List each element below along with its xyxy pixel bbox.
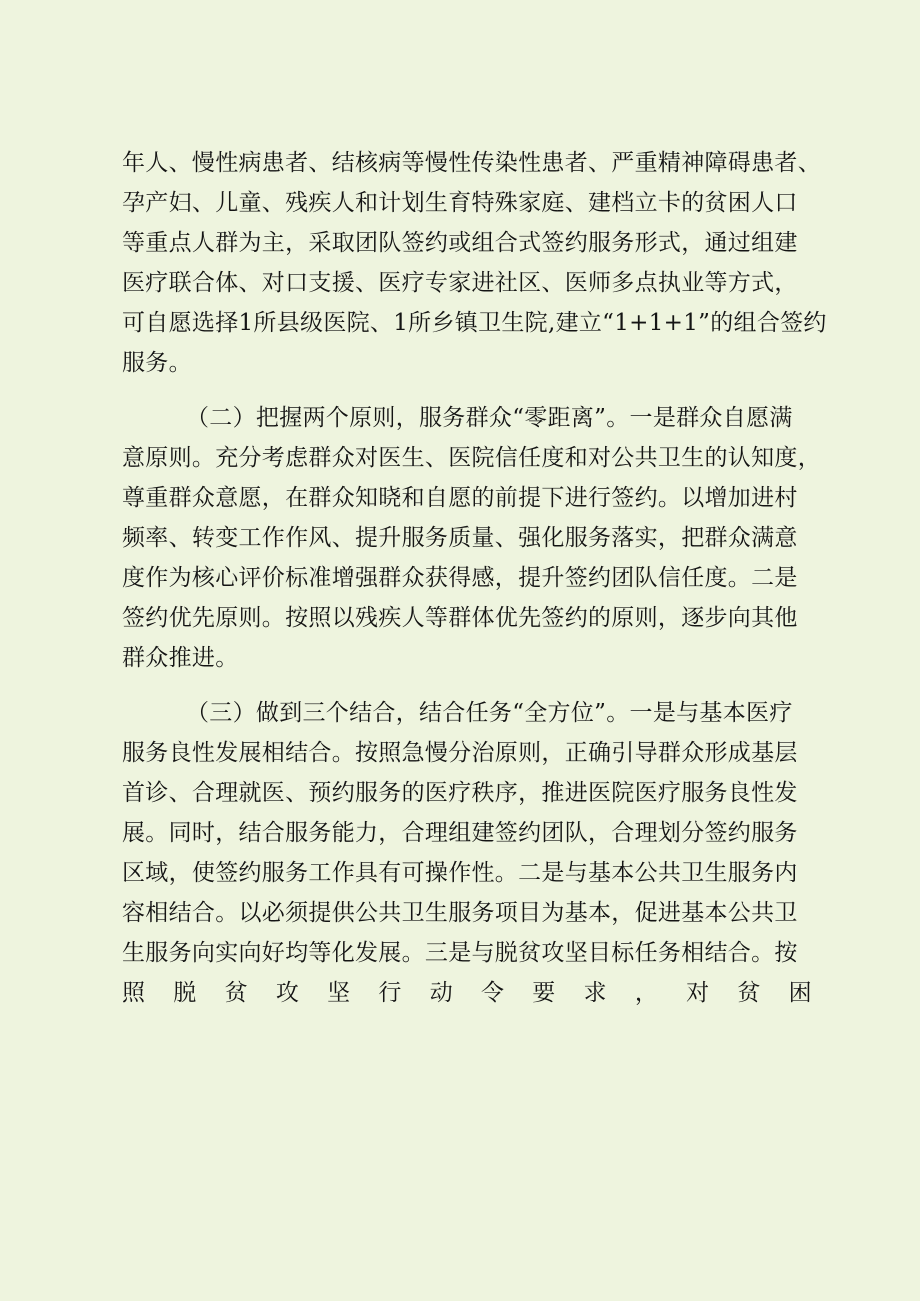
paragraph-line: 区域，使签约服务工作具有可操作性。二是与基本公共卫生服务内 <box>122 860 798 886</box>
char: 求 <box>583 980 607 1006</box>
justified-last-line <box>122 973 812 1013</box>
paragraph-line: 首诊、合理就医、预约服务的医疗秩序，推进医院医疗服务良性发 <box>122 780 798 806</box>
char: 困 <box>788 980 812 1006</box>
paragraph-line: 度作为核心评价标准增强群众获得感，提升签约团队信任度。二是 <box>122 565 798 591</box>
char: 令 <box>480 980 505 1006</box>
paragraph-line: 年人、慢性病患者、结核病等慢性传染性患者、严重精神障碍患者、 <box>122 150 821 176</box>
char: 动 <box>429 980 453 1006</box>
paragraph-line: 展。同时，结合服务能力，合理组建签约团队，合理划分签约服务 <box>122 820 798 846</box>
paragraph-line: 可自愿选择1所县级医院、1所乡镇卫生院,建立“1+1+1”的组合签约 <box>122 310 827 336</box>
paragraph-line: 生服务向实向好均等化发展。三是与脱贫攻坚目标任务相结合。按 <box>122 940 798 966</box>
paragraph-line: （二）把握两个原则，服务群众“零距离”。一是群众自愿满 <box>186 405 793 431</box>
paragraph-line: 等重点人群为主，采取团队签约或组合式签约服务形式，通过组建 <box>122 230 798 256</box>
char: 对 <box>686 980 710 1006</box>
paragraph-line: 频率、转变工作作风、提升服务质量、强化服务落实，把群众满意 <box>122 525 798 551</box>
paragraph-line: 孕产妇、儿童、残疾人和计划生育特殊家庭、建档立卡的贫困人口 <box>122 190 798 216</box>
char: 脱 <box>173 980 197 1006</box>
char: ， <box>634 980 659 1006</box>
paragraph-line: 服务良性发展相结合。按照急慢分治原则，正确引导群众形成基层 <box>122 740 798 766</box>
char: 贫 <box>224 980 248 1006</box>
char: 攻 <box>275 980 300 1006</box>
paragraph-line: 签约优先原则。按照以残疾人等群体优先签约的原则，逐步向其他 <box>122 605 798 631</box>
char: 照 <box>122 980 146 1006</box>
paragraph-line: 服务。 <box>122 350 192 376</box>
paragraph-line: 群众推进。 <box>122 645 239 671</box>
char: 坚 <box>327 980 351 1006</box>
char: 贫 <box>737 980 761 1006</box>
paragraph-line: 容相结合。以必须提供公共卫生服务项目为基本，促进基本公共卫 <box>122 900 798 926</box>
char: 要 <box>532 980 556 1006</box>
paragraph-line: 意原则。充分考虑群众对医生、医院信任度和对公共卫生的认知度， <box>122 445 821 471</box>
paragraph-line: 尊重群众意愿，在群众知晓和自愿的前提下进行签约。以增加进村 <box>122 485 798 511</box>
char: 行 <box>378 980 402 1006</box>
paragraph-line: （三）做到三个结合，结合任务“全方位”。一是与基本医疗 <box>186 700 793 726</box>
paragraph-line: 医疗联合体、对口支援、医疗专家进社区、医师多点执业等方式， <box>122 270 798 296</box>
